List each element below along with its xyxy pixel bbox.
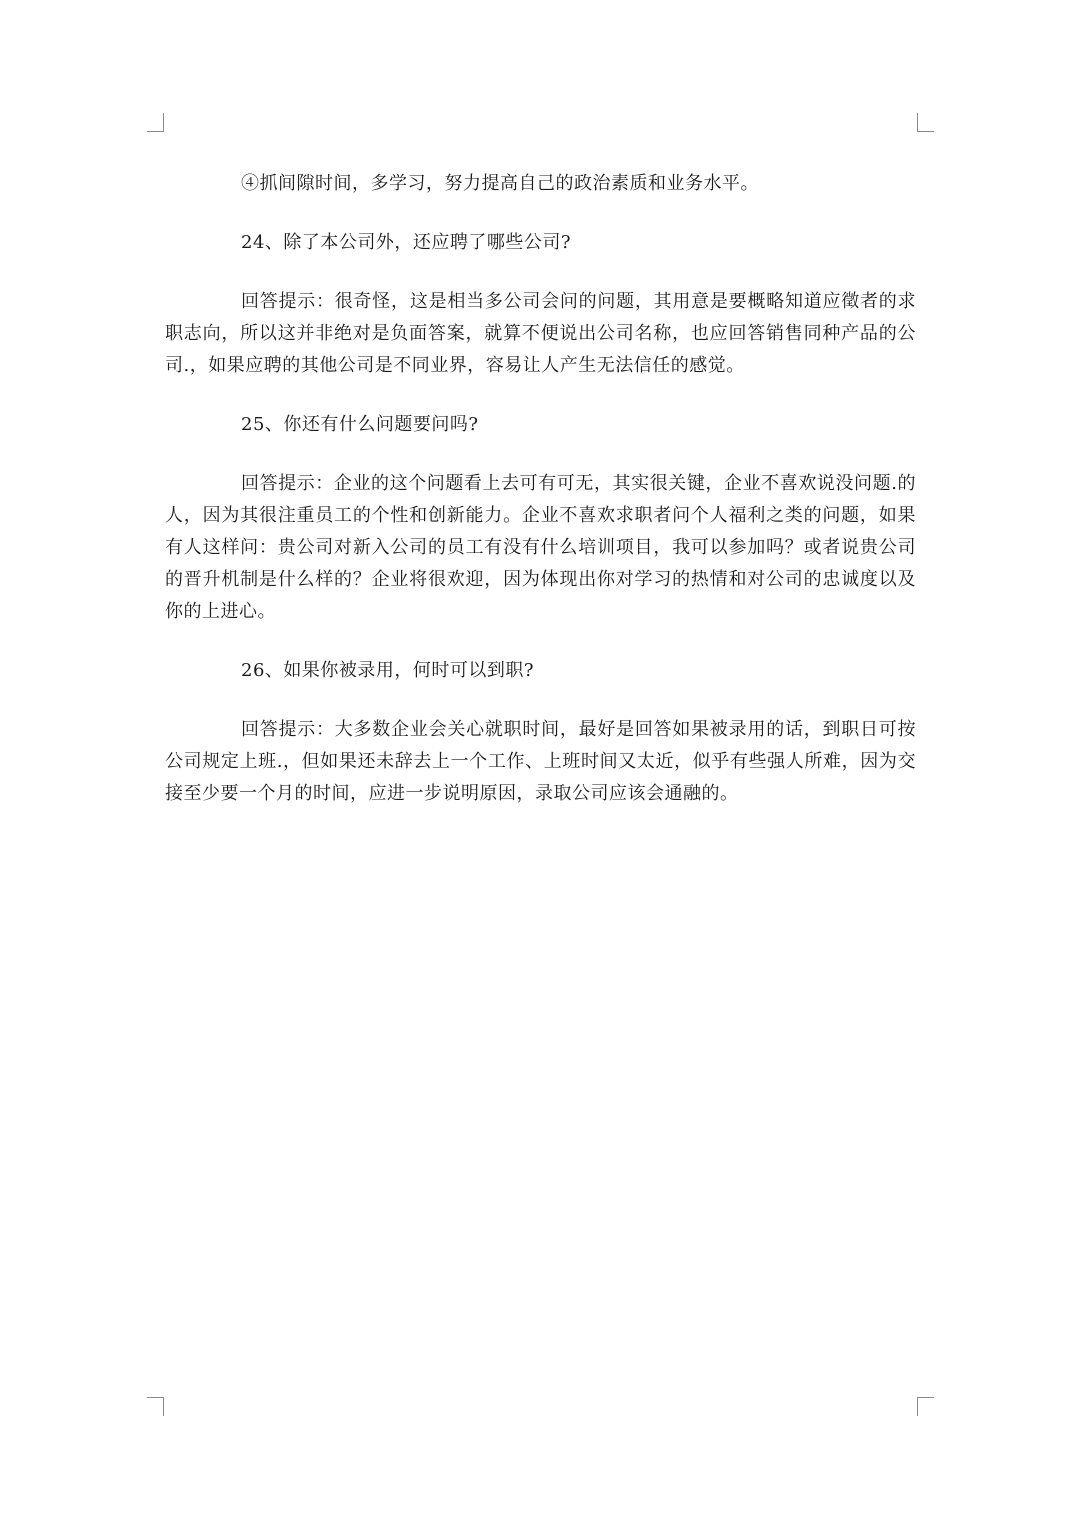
margin-mark-top-right (917, 113, 934, 132)
margin-mark-top-left (147, 113, 164, 132)
question-24: 24、除了本公司外，还应聘了哪些公司? (241, 232, 572, 253)
margin-mark-bottom-left (147, 1397, 164, 1416)
document-body (165, 168, 916, 810)
answer-26: 回答提示：大多数企业会关心就职时间，最好是回答如果被录用的话，到职日可按公司规定上班.，但如果还未辞去上一个工作、上班时间又太近，似乎有些强人所难，因为交接至少要一个月的时间，应进一步说明原因，录取公司应该会通融的。 (165, 719, 916, 804)
margin-mark-bottom-right (917, 1397, 934, 1416)
answer-25: 回答提示：企业的这个问题看上去可有可无，其实很关键，企业不喜欢说没问题.的人，因为其很注重员工的个性和创新能力。企业不喜欢求职者问个人福利之类的问题，如果有人这样问：贵公司对新入公司的员工有没有什么培训项目，我可以参加吗？或者说贵公司的晋升机制是什么样的？企业将很欢迎，因为体现出你对学习的热情和对公司的忠诚度以及你的上进心。 (165, 473, 916, 622)
paragraph-tip-study: ④抓间隙时间，多学习，努力提高自己的政治素质和业务水平。 (241, 173, 759, 194)
question-26: 26、如果你被录用，何时可以到职? (241, 660, 535, 681)
question-25: 25、你还有什么问题要问吗? (241, 414, 479, 435)
answer-24: 回答提示：很奇怪，这是相当多公司会问的问题，其用意是要概略知道应徵者的求职志向，所以这并非绝对是负面答案，就算不便说出公司名称，也应回答销售同种产品的公司.，如果应聘的其他公司是不同业界，容易让人产生无法信任的感觉。 (165, 291, 916, 376)
